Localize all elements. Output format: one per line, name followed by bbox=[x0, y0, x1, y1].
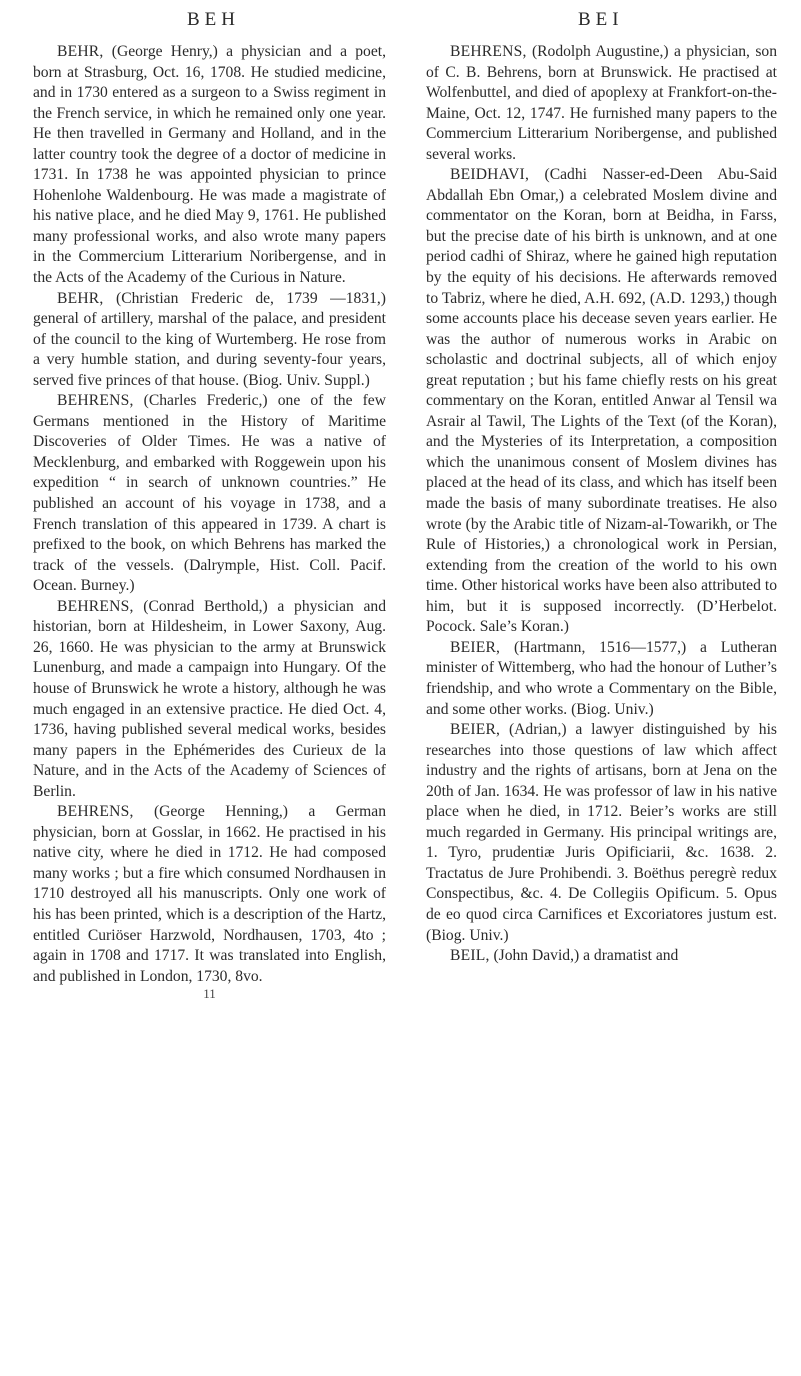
entry-text: (Rodolph Augustine,) a physician, son of C. B. Behrens, born at Brunswick. He practised at Wolfenbuttel, and died of apoplexy at Frankfort-on-the-Maine, Oct. 12, 1747. He furnished many papers to the Commercium Litterarium Noribergense, and published several works. bbox=[426, 43, 777, 163]
entry-behrens-charles bbox=[33, 391, 386, 596]
entry-behr-christian bbox=[33, 289, 386, 392]
entry-name: BEHRENS, bbox=[57, 803, 134, 821]
entry-beidhavi bbox=[426, 165, 777, 638]
entry-name: BEHR, bbox=[57, 289, 104, 307]
entry-text: (Cadhi Nasser-ed-Deen Abu-Said Abdallah Ebn Omar,) a celebrated Moslem divine and commentator on the Koran, born at Beidha, in Farss, but the precise date of his birth is unknown, and at one period cadhi of Shiraz, where he gained high reputation by the equity of his decisions. He afterwards removed to Tabriz, where he died, A.H. 692, (A.D. 1293,) though some accounts place his decease seven years earlier. He was the author of numerous works in Arabic on scholastic and doctrinal subjects, all of which enjoy great reputation ; but his fame chiefly rests on his great commentary on the Koran, entitled Anwar al Tensil wa Asrair al Tawil, The Lights of the Text (of the Koran), and the Mysteries of its Interpretation, a composition which the unanimous consent of Moslem divines has placed at the head of its class, and which has itself been made the basis of many subordinate treatises. He also wrote (by the Arabic title of Nizam-al-Towarikh, or The Rule of Histories,) a chronological work in Persian, extending from the creation of the world to his own time. Other historical works have been also attributed to him, but it is supposed incorrectly. (D’Herbelot. Pocock. Sale’s Koran.) bbox=[426, 166, 777, 636]
entry-text: (Conrad Berthold,) a physician and historian, born at Hildesheim, in Lower Saxony, Aug. 26, 1660. He was physician to the army at Brunswick Lunenburg, and made a campaign into Hungary. Of the house of Brunswick he wrote a history, although he was much engaged in an extensive practice. He died Oct. 4, 1736, having published several medical works, besides many papers in the Ephémerides des Curieux de la Nature, and in the Acts of the Academy of Sciences of Berlin. bbox=[33, 597, 386, 800]
entry-beier-hartmann bbox=[426, 638, 777, 720]
entry-name: BEHR, bbox=[57, 43, 104, 60]
entry-name: BEIL, bbox=[450, 947, 490, 965]
entry-text: (Charles Frederic,) one of the few Germans mentioned in the History of Maritime Discoveries of Older Times. He was a native of Mecklenburg, and embarked with Roggewein upon his expedition “ in search of unknown countries.” He published an account of his voyage in 1738, and a French translation of this appeared in 1739. A chart is prefixed to the book, on which Behrens has marked the track of the vessels. (Dalrymple, Hist. Coll. Pacif. Ocean. Burney.) bbox=[33, 392, 386, 595]
entry-text: (George Henry,) a physician and a poet, born at Strasburg, Oct. 16, 1708. He studied medicine, and in 1730 entered as a surgeon to a Swiss regiment in the French service, in which he remained only one year. He then travelled in Germany and Holland, and in the latter country took the degree of a doctor of medicine in 1731. In 1738 he was appointed physician to prince Hohenlohe Waldenbourg. He was made a magistrate of his native place, and he died May 9, 1761. He published many professional works, and also wrote many papers in the Commercium Litterarium Noribergense, and in the Acts of the Academy of the Curious in Nature. bbox=[33, 43, 386, 287]
entry-behrens-george-henning bbox=[33, 802, 386, 987]
printer-signature: 11 bbox=[203, 986, 216, 1002]
entry-behr-george bbox=[33, 42, 386, 289]
entry-name: BEIDHAVI, bbox=[450, 166, 530, 184]
entry-text: (Adrian,) a lawyer distinguished by his researches into those questions of law which affect industry and the rights of artisans, born at Jena on the 20th of Jan. 1634. He was professor of law in his native place when he died, in 1712. Beier’s works are still much regarded in Germany. His principal writings are, 1. Tyro, prudentiæ Juris Opificiarii, &c. 1638. 2. Tractatus de Jure Prohibendi. 3. Boëthus peregrè redux Conspectibus, &c. 4. De Collegiis Opificum. 5. Opus de eo quod circa Carnifices et Excoriatores justum est. (Biog. Univ.) bbox=[426, 721, 777, 944]
entry-beil-john-david bbox=[426, 946, 777, 967]
entry-beier-adrian bbox=[426, 720, 777, 946]
entry-name: BEIER, bbox=[450, 721, 501, 739]
entry-text: (George Henning,) a German physician, born at Gosslar, in 1662. He practised in his native city, where he died in 1712. He had composed many works ; but a fire which consumed Nordhausen in 1710 destroyed all his manuscripts. Only one work of his has been printed, which is a description of the Hartz, entitled Curiöser Harzwold, Nordhausen, 1703, 4to ; again in 1708 and 1717. It was translated into English, and published in London, 1730, 8vo. bbox=[33, 803, 386, 985]
entry-name: BEHRENS, bbox=[57, 597, 134, 615]
entry-text: (Hartmann, 1516—1577,) a Lutheran minister of Wittemberg, who had the honour of Luther’s friendship, and who wrote a Commentary on the Bible, and some other works. (Biog. Univ.) bbox=[426, 638, 777, 718]
header-left: BEH bbox=[187, 9, 240, 30]
header-right: BEI bbox=[578, 9, 624, 30]
right-column bbox=[426, 42, 777, 967]
entry-text: (Christian Frederic de, 1739 —1831,) general of artillery, marshal of the palace, and president of the council to the king of Wurtemberg. He rose from a very humble station, and during seventy-four years, served five princes of that house. (Biog. Univ. Suppl.) bbox=[33, 289, 386, 389]
entry-behrens-rodolph bbox=[426, 42, 777, 165]
left-column bbox=[33, 42, 386, 1001]
entry-name: BEIER, bbox=[450, 638, 501, 656]
entry-name: BEHRENS, bbox=[450, 43, 527, 60]
entry-text: (John David,) a dramatist and bbox=[489, 947, 679, 965]
running-header bbox=[0, 9, 801, 33]
entry-behrens-conrad bbox=[33, 597, 386, 802]
entry-name: BEHRENS, bbox=[57, 392, 134, 410]
